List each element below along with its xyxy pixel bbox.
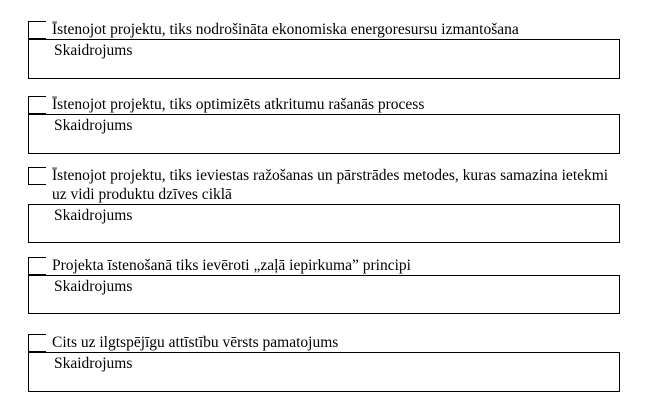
explanation-field[interactable] — [28, 275, 620, 314]
criterion-label: Cits uz ilgtspējīgu attīstību vērsts pamatojums — [52, 334, 339, 351]
criterion-other-justification — [28, 334, 620, 392]
criterion-checkbox[interactable] — [28, 96, 46, 114]
explanation-field[interactable] — [28, 352, 620, 392]
criterion-header — [28, 334, 620, 352]
explanation-label: Skaidrojums — [54, 117, 133, 134]
explanation-label: Skaidrojums — [54, 207, 133, 224]
criterion-header — [28, 21, 620, 39]
explanation-field[interactable] — [28, 204, 620, 243]
criterion-label: Īstenojot projektu, tiks ieviestas ražošanas un pārstrādes metodes, kuras samazina ietekmi uz vidi produktu dzīves ciklā — [52, 167, 609, 203]
explanation-label: Skaidrojums — [54, 355, 133, 372]
criterion-header — [28, 167, 620, 204]
criterion-checkbox[interactable] — [28, 334, 46, 352]
criterion-checkbox[interactable] — [28, 21, 46, 39]
explanation-label: Skaidrojums — [54, 278, 133, 295]
criterion-checkbox[interactable] — [28, 257, 46, 275]
criterion-header — [28, 96, 620, 114]
criterion-energy-resources — [28, 21, 620, 79]
criterion-checkbox[interactable] — [28, 167, 46, 185]
criterion-waste-process — [28, 96, 620, 154]
criterion-green-procurement — [28, 257, 620, 314]
explanation-field[interactable] — [28, 114, 620, 154]
criterion-label: Īstenojot projektu, tiks nodrošināta ekonomiska energoresursu izmantošana — [52, 21, 519, 38]
criterion-label: Projekta īstenošanā tiks ievēroti „zaļā iepirkuma” principi — [52, 257, 411, 274]
criterion-label: Īstenojot projektu, tiks optimizēts atkritumu rašanās process — [52, 96, 425, 113]
explanation-field[interactable] — [28, 39, 620, 79]
explanation-label: Skaidrojums — [54, 42, 133, 59]
criterion-header — [28, 257, 620, 275]
criterion-production-methods — [28, 167, 620, 243]
